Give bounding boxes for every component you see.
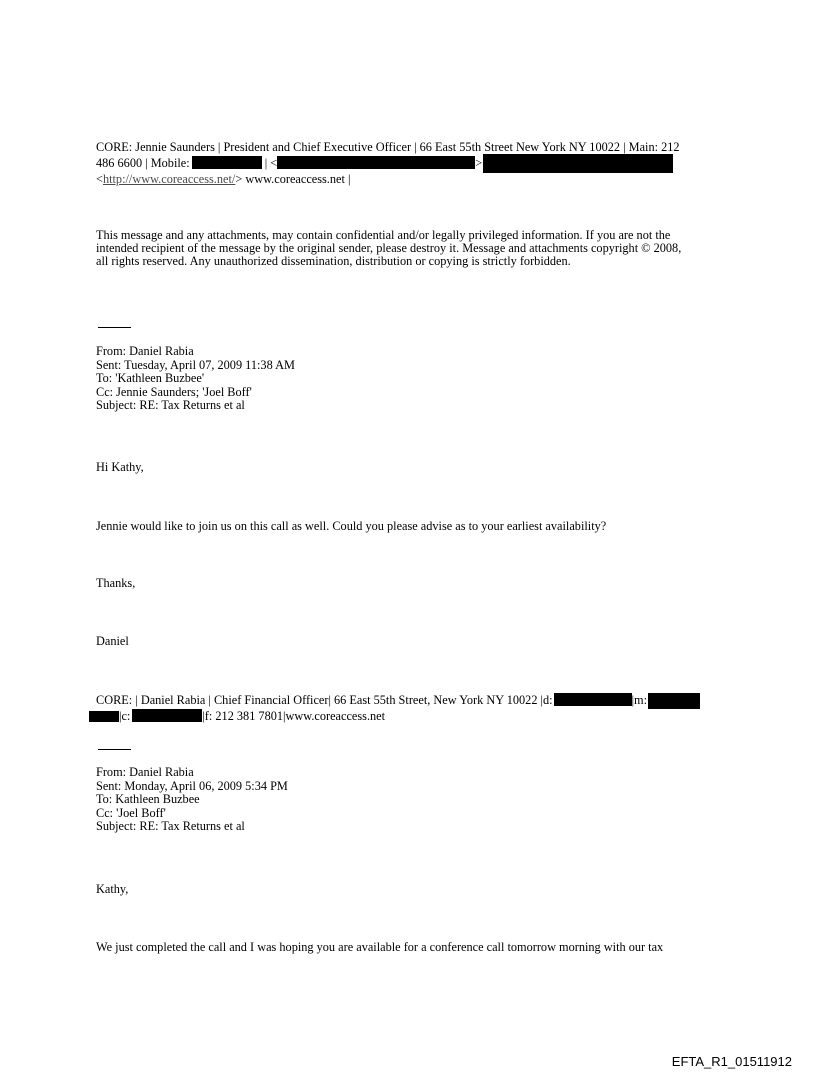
signature-line-3 (96, 173, 680, 186)
redaction-box (132, 709, 202, 722)
signature-line-1: CORE: Jennie Saunders | President and Chief Executive Officer | 66 East 55th Street New York NY 10022 | Main: 212 (96, 140, 680, 154)
document-id: EFTA_R1_01511912 (671, 1054, 792, 1069)
signature-jennie-saunders (96, 141, 680, 186)
sig2-text-a: CORE: | Daniel Rabia | Chief Financial Officer| 66 East 55th Street, New York NY 10022 |d: (96, 693, 553, 707)
confidentiality-disclaimer (96, 229, 681, 268)
redaction-box (554, 693, 632, 706)
sent-field: Sent: Monday, April 06, 2009 5:34 PM (96, 778, 288, 793)
link-open-bracket: < (96, 172, 103, 186)
redaction-box (192, 156, 262, 169)
redaction-box (89, 711, 119, 722)
subject-field: Subject: RE: Tax Returns et al (96, 398, 245, 412)
mobile-label: 486 6600 | Mobile: (96, 156, 190, 170)
separator-line (98, 327, 131, 328)
email-header-1 (96, 345, 295, 413)
signature-line-2 (96, 154, 680, 173)
to-field: To: 'Kathleen Buzbee' (96, 371, 205, 385)
website-text: > www.coreaccess.net | (235, 172, 351, 186)
disclaimer-line-2: intended recipient of the message by the original sender, please destroy it. Message and attachments copyright © 2008, (96, 241, 682, 255)
sent-field: Sent: Tuesday, April 07, 2009 11:38 AM (96, 357, 295, 372)
to-field: To: Kathleen Buzbee (96, 792, 200, 806)
cc-field: Cc: 'Joel Boff' (96, 805, 166, 820)
email-close-bracket: > (475, 156, 483, 170)
redaction-box (277, 156, 475, 169)
separator-line (98, 749, 131, 750)
email-header-2 (96, 766, 288, 834)
disclaimer-line-3: all rights reserved. Any unauthorized dissemination, distribution or copying is strictly forbidden. (96, 254, 571, 268)
email-1-greeting: Hi Kathy, (96, 460, 144, 474)
email-1-thanks: Thanks, (96, 576, 136, 590)
email-2-body: We just completed the call and I was hoping you are available for a conference call tomorrow morning with our tax (96, 940, 664, 954)
sig2-fax-website: |f: 212 381 7801|www.coreaccess.net (202, 709, 386, 723)
sig2-mobile-label: |m: (631, 693, 648, 707)
sig2-cell-label: |c: (119, 709, 131, 723)
disclaimer-line-1: This message and any attachments, may contain confidential and/or legally privileged information. If you are not the (96, 228, 671, 242)
redaction-box (483, 154, 673, 173)
email-open-bracket: | < (264, 156, 278, 170)
from-field: From: Daniel Rabia (96, 765, 194, 779)
signature-2-line-1 (96, 693, 700, 709)
coreaccess-link[interactable]: http://www.coreaccess.net/ (102, 172, 236, 186)
email-1-body: Jennie would like to join us on this call as well. Could you please advise as to your earliest availability? (96, 519, 607, 533)
email-2-greeting: Kathy, (96, 882, 129, 896)
redaction-box (648, 693, 700, 709)
subject-field: Subject: RE: Tax Returns et al (96, 819, 245, 833)
signature-2-line-2 (89, 709, 700, 723)
from-field: From: Daniel Rabia (96, 344, 194, 358)
email-1-signoff: Daniel (96, 634, 129, 648)
signature-daniel-rabia (96, 693, 700, 723)
cc-field: Cc: Jennie Saunders; 'Joel Boff' (96, 384, 252, 399)
